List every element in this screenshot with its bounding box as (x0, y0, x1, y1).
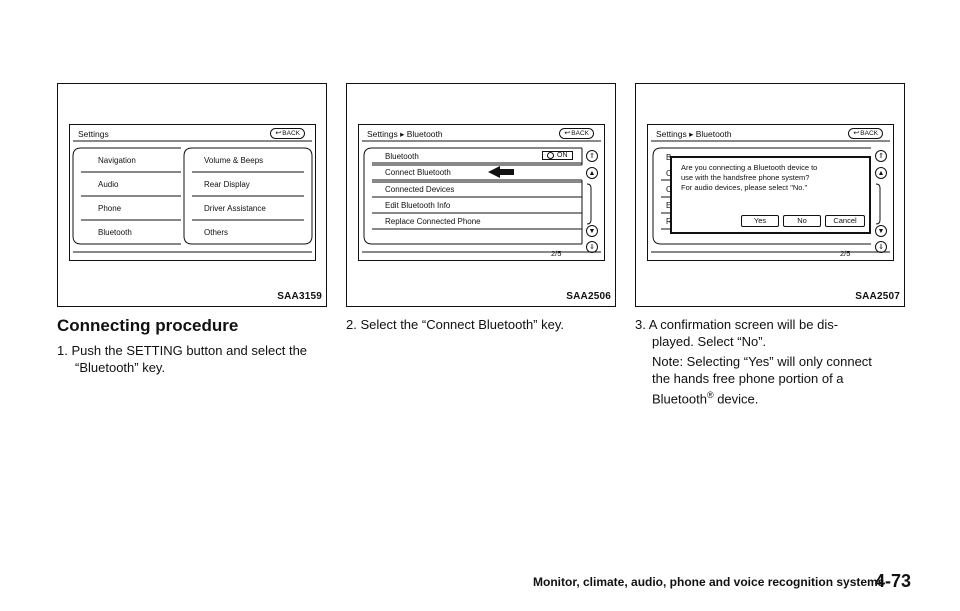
background-list-lines (647, 124, 894, 261)
section-heading: Connecting procedure (57, 316, 239, 335)
dialog-text-line-2: use with the handsfree phone system? (681, 173, 810, 182)
step-3-line-2: played. Select “No”. (652, 334, 767, 349)
page-number: 4-73 (875, 571, 912, 591)
list-item-edit-bluetooth-info[interactable]: Edit Bluetooth Info (385, 201, 451, 210)
scroll-bottom-icon[interactable]: ⇓ (875, 241, 887, 253)
background-item-letter-e: E (666, 201, 672, 210)
menu-item-driver-assistance[interactable]: Driver Assistance (204, 204, 266, 213)
dialog-text-line-1: Are you connecting a Bluetooth device to (681, 163, 818, 172)
bluetooth-settings-screen (358, 124, 605, 261)
back-button[interactable]: ↩ BACK (848, 128, 883, 139)
menu-item-bluetooth[interactable]: Bluetooth (98, 228, 132, 237)
step-1-line-2: “Bluetooth” key. (75, 360, 166, 375)
menu-item-audio[interactable]: Audio (98, 180, 119, 189)
background-item-letter-c2: C (666, 185, 672, 194)
yes-button[interactable]: Yes (741, 215, 779, 227)
figure-caption: SAA2506 (566, 291, 611, 302)
screen-title: Settings ▸ Bluetooth (367, 129, 443, 139)
figure-1-panel (57, 83, 327, 307)
step-2: 2. Select the “Connect Bluetooth” key. (346, 317, 564, 332)
figure-caption: SAA3159 (277, 291, 322, 302)
scroll-down-icon[interactable]: ▼ (586, 225, 598, 237)
list-item-connect-bluetooth[interactable]: Connect Bluetooth (385, 168, 451, 177)
confirmation-screen (647, 124, 894, 261)
menu-item-phone[interactable]: Phone (98, 204, 122, 213)
back-button[interactable]: ↩ BACK (270, 128, 305, 139)
toggle-on[interactable]: ON (542, 151, 573, 160)
back-arrow-icon: ↩ (275, 130, 282, 137)
menu-item-navigation[interactable]: Navigation (98, 156, 136, 165)
registered-mark: ® (706, 390, 714, 400)
note-line-2: the hands free phone portion of a (652, 371, 844, 386)
list-item-connected-devices[interactable]: Connected Devices (385, 185, 455, 194)
step-3-line-1: 3. A confirmation screen will be dis- (635, 317, 839, 332)
scroll-up-icon[interactable]: ▲ (586, 167, 598, 179)
page-indicator: 2/5 (551, 249, 562, 258)
menu-item-others[interactable]: Others (204, 228, 229, 237)
list-item-replace-connected-phone[interactable]: Replace Connected Phone (385, 217, 481, 226)
menu-grid (69, 124, 316, 261)
dialog-text-line-3: For audio devices, please select "No." (681, 183, 808, 192)
cancel-button[interactable]: Cancel (825, 215, 865, 227)
note-line-3: Bluetooth® device. (652, 390, 759, 407)
back-button[interactable]: ↩ BACK (559, 128, 594, 139)
checkbox-icon (547, 152, 554, 159)
scroll-up-icon[interactable]: ▲ (875, 167, 887, 179)
scroll-down-icon[interactable]: ▼ (875, 225, 887, 237)
note-line-1: Note: Selecting “Yes” will only connect (652, 354, 872, 369)
step-1-line-1: 1. Push the SETTING button and select the (57, 343, 308, 358)
page-indicator: 2/5 (840, 249, 851, 258)
menu-item-volume-beeps[interactable]: Volume & Beeps (204, 156, 264, 165)
figure-caption: SAA2507 (855, 291, 900, 302)
figure-3-panel (635, 83, 905, 307)
scroll-bottom-icon[interactable]: ⇓ (586, 241, 598, 253)
figure-2-panel (346, 83, 616, 307)
back-arrow-icon: ↩ (853, 130, 860, 137)
scroll-top-icon[interactable]: ⇑ (875, 150, 887, 162)
settings-screen (69, 124, 316, 261)
screen-title: Settings ▸ Bluetooth (656, 129, 732, 139)
list-item-bluetooth[interactable]: Bluetooth (385, 152, 419, 161)
screen-title: Settings (78, 129, 109, 139)
no-button[interactable]: No (783, 215, 821, 227)
background-item-letter-b: B (666, 153, 672, 162)
footer-section-title: Monitor, climate, audio, phone and voice recognition systems (533, 575, 885, 589)
back-arrow-icon: ↩ (564, 130, 571, 137)
background-item-letter-r: R (666, 217, 672, 226)
background-item-letter-c: C (666, 169, 672, 178)
menu-item-rear-display[interactable]: Rear Display (204, 180, 250, 189)
scroll-top-icon[interactable]: ⇑ (586, 150, 598, 162)
